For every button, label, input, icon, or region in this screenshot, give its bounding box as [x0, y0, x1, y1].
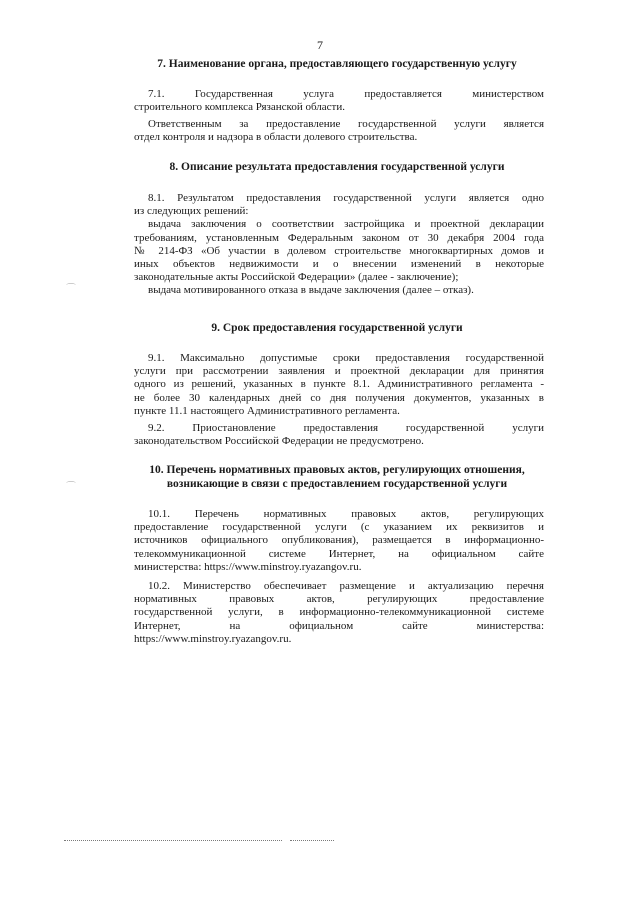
page-number: 7 [317, 38, 323, 52]
paragraph-line: законодательством Российской Федерации не предусмотрено. [134, 435, 424, 448]
paragraph-line: из следующих решений: [134, 205, 249, 218]
paragraph-line: выдача заключения о соответствии застройщика и проектной декларации [148, 218, 544, 231]
paragraph-7-1 [134, 88, 544, 114]
section-7-title: 7. Наименование органа, предоставляющего государственную услугу [157, 58, 517, 70]
paragraph-line: 10.2. Министерство обеспечивает размещение и актуализацию перечня [148, 580, 544, 592]
section-10-title-line: 10. Перечень нормативных правовых актов, регулирующих отношения, [149, 464, 525, 476]
section-8-title: 8. Описание результата предоставления государственной услуги [169, 161, 505, 173]
paragraph-line: услуги при рассмотрении заявления и проектной декларации для принятия [134, 365, 544, 378]
paragraph-line: пункте 11.1 настоящего Административного регламента. [134, 404, 400, 417]
paragraph-line: источников официального опубликования), размещается в информационно- [134, 534, 544, 547]
section-10-title [128, 463, 546, 491]
paragraph-line: 7.1. Государственная услуга предоставляется министерством [148, 88, 544, 100]
paragraph-line: строительного комплекса Рязанской области. [134, 101, 345, 114]
paragraph-line: одного из решений, указанных в пункте 8.1. Административного регламента - [134, 378, 544, 391]
paragraph-line: 8.1. Результатом предоставления государственной услуги является одно [148, 192, 544, 204]
paragraph-9-2 [134, 422, 544, 448]
paragraph-line: телекоммуникационной системе Интернет, на официальном сайте [134, 547, 544, 560]
paragraph-line: иных объектов недвижимости и о внесении изменений в некоторые [134, 258, 544, 271]
paragraph-7-responsible [134, 118, 544, 144]
paragraph-line: не более 30 календарных дней со дня получения документов, указанных в [134, 391, 544, 404]
paragraph-line: 10.1. Перечень нормативных правовых актов, регулирующих [148, 508, 544, 520]
paragraph-10-1 [134, 508, 544, 574]
paragraph-line: отдел контроля и надзора в области долевого строительства. [134, 131, 418, 144]
paragraph-10-2 [134, 580, 544, 646]
scan-mark: ⌒ [66, 482, 76, 493]
paragraph-8-1 [134, 192, 544, 298]
footer-divider [290, 840, 334, 841]
paragraph-line: 9.2. Приостановление предоставления государственной услуги [148, 422, 544, 434]
section-9-title: 9. Срок предоставления государственной услуги [211, 322, 463, 334]
paragraph-line: предоставление государственной услуги (с указанием их реквизитов и [134, 521, 544, 534]
paragraph-line: законодательные акты Российской Федерации» (далее - заключение); [134, 271, 459, 284]
paragraph-line: нормативных правовых актов, регулирующих предоставление [134, 593, 544, 606]
paragraph-line: государственной услуги, в информационно-телекоммуникационной системе [134, 606, 544, 619]
paragraph-9-1 [134, 352, 544, 418]
footer-divider [64, 840, 282, 841]
scan-mark: ⌒ [66, 284, 76, 295]
paragraph-line: министерства: https://www.minstroy.ryazangov.ru. [134, 560, 362, 573]
paragraph-line: Ответственным за предоставление государственной услуги является [148, 118, 544, 130]
paragraph-line: 9.1. Максимально допустимые сроки предоставления государственной [148, 352, 544, 364]
paragraph-line: № 214-ФЗ «Об участии в долевом строительстве многоквартирных домов и [134, 244, 544, 257]
paragraph-line: https://www.minstroy.ryazangov.ru. [134, 632, 292, 645]
section-10-title-line: возникающие в связи с предоставлением государственной услуги [166, 478, 508, 490]
paragraph-line: Интернет, на официальном сайте министерства: [134, 619, 544, 632]
paragraph-line: требованиям, установленным Федеральным законом от 30 декабря 2004 года [134, 231, 544, 244]
paragraph-line: выдача мотивированного отказа в выдаче заключения (далее – отказ). [148, 284, 474, 297]
